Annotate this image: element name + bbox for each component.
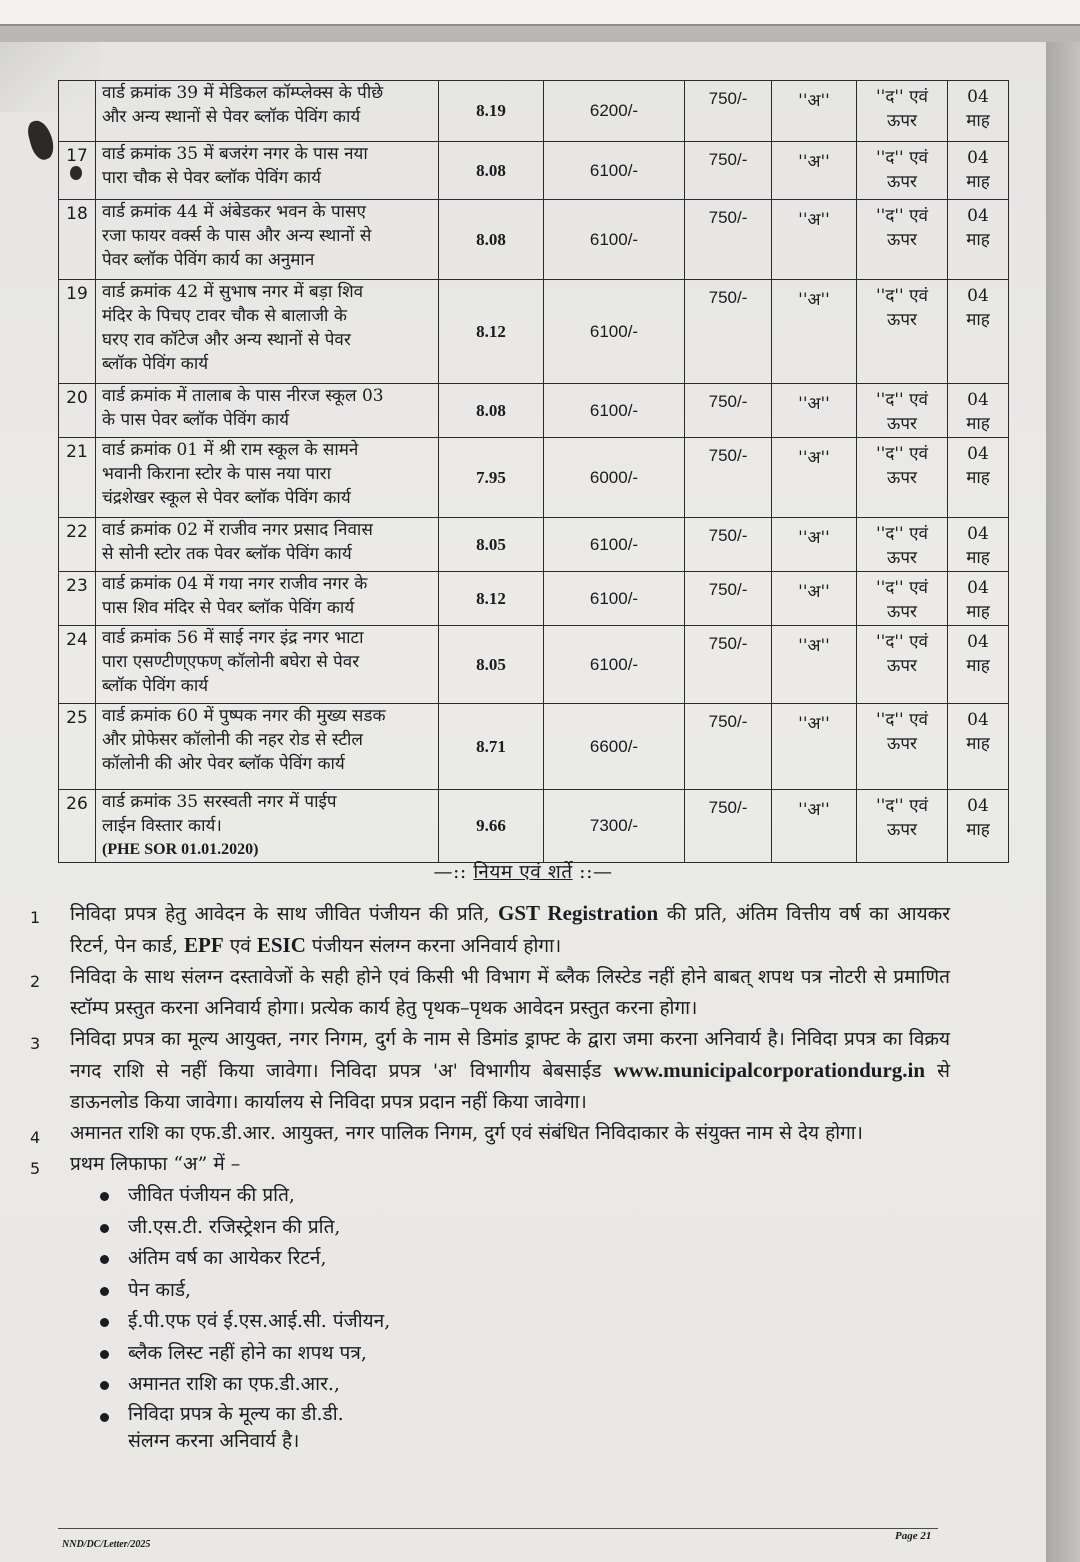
serial-number-cell: 25 [59, 704, 96, 790]
cell-line: ''द'' एवं [876, 206, 928, 226]
checklist-item [92, 1243, 950, 1275]
top-band [0, 0, 1080, 24]
cell-line: ऊपर [887, 230, 917, 250]
checklist-text: ई.पी.एफ एवं ई.एस.आई.सी. पंजीयन, [128, 1310, 391, 1332]
form-fee-cell: 750/- [685, 200, 772, 280]
top-divider [0, 24, 1080, 26]
cell-line: ''द'' एवं [876, 444, 928, 464]
duration-cell [948, 142, 1009, 200]
table-row [59, 384, 1009, 438]
duration-cell [948, 626, 1009, 704]
earnest-money-cell: 6100/- [544, 142, 685, 200]
contractor-class-cell [857, 518, 948, 572]
table-row [59, 572, 1009, 626]
cell-line: ऊपर [887, 172, 917, 192]
esic-text: ESIC [256, 933, 306, 957]
checklist-text: अमानत राशि का एफ.डी.आर., [128, 1373, 340, 1395]
table-row [59, 200, 1009, 280]
form-fee-cell: 750/- [685, 81, 772, 142]
cell-line: ''द'' एवं [876, 524, 928, 544]
estimated-amount-cell: 8.08 [439, 200, 544, 280]
form-category-cell: ''अ'' [772, 518, 857, 572]
cell-line: 04 [967, 710, 989, 730]
contractor-class-cell [857, 438, 948, 518]
cell-line: ऊपर [887, 602, 917, 622]
cell-line: माह [966, 230, 990, 250]
table-row [59, 790, 1009, 863]
table-row [59, 81, 1009, 142]
contractor-class-cell [857, 704, 948, 790]
cell-line: माह [966, 414, 990, 434]
table-row [59, 704, 1009, 790]
term-text: एवं [223, 935, 257, 957]
table-row [59, 280, 1009, 384]
cell-line: ऊपर [887, 548, 917, 568]
serial-number-cell: 18 [59, 200, 96, 280]
duration-cell [948, 790, 1009, 863]
form-fee-cell: 750/- [685, 280, 772, 384]
term-number: 5 [30, 1159, 41, 1178]
cell-line: 04 [967, 578, 989, 598]
cell-line: ऊपर [887, 468, 917, 488]
cell-line: पारा चौक से पेवर ब्लॉक पेविंग कार्य [102, 168, 321, 188]
footer-divider [58, 1528, 938, 1529]
form-category-cell: ''अ'' [772, 142, 857, 200]
duration-cell [948, 518, 1009, 572]
earnest-money-cell: 6600/- [544, 704, 685, 790]
work-description-cell [96, 704, 439, 790]
checklist-item [92, 1212, 950, 1244]
cell-line: पेवर ब्लॉक पेविंग कार्य का अनुमान [102, 250, 315, 270]
table-row [59, 626, 1009, 704]
form-category-cell: ''अ'' [772, 280, 857, 384]
earnest-money-cell: 6100/- [544, 384, 685, 438]
cell-line: 04 [967, 390, 989, 410]
term-item-2 [30, 962, 950, 1024]
term-item-1 [30, 898, 950, 962]
cell-line: ''द'' एवं [876, 286, 928, 306]
work-description-cell [96, 384, 439, 438]
form-fee-cell: 750/- [685, 626, 772, 704]
cell-line: ऊपर [887, 111, 917, 131]
term-item-4 [30, 1118, 950, 1149]
form-fee-cell: 750/- [685, 384, 772, 438]
form-fee-cell: 750/- [685, 142, 772, 200]
term-number: 3 [30, 1034, 41, 1053]
page-number: Page 21 [895, 1530, 932, 1542]
term-text: की प्रति, अंतिम वित्तीय वर्ष का आयकर रिटर्न, पेन कार्ड, [70, 903, 950, 957]
serial-number-cell [59, 81, 96, 142]
cell-line: ब्लॉक पेविंग कार्य [102, 354, 209, 374]
cell-line: ''द'' एवं [876, 796, 928, 816]
form-fee-cell: 750/- [685, 790, 772, 863]
cell-line: से सोनी स्टोर तक पेवर ब्लॉक पेविंग कार्य [102, 544, 352, 564]
term-item-3 [30, 1024, 950, 1118]
term-number: 1 [30, 908, 41, 927]
contractor-class-cell [857, 790, 948, 863]
work-description-cell [96, 438, 439, 518]
term-number: 4 [30, 1128, 41, 1147]
cell-line: 04 [967, 524, 989, 544]
terms-title-suffix: ::— [572, 861, 613, 883]
term-text: निविदा प्रपत्र हेतु आवेदन के साथ जीवित पंजीयन की प्रति, [70, 903, 499, 925]
estimated-amount-cell: 8.12 [439, 280, 544, 384]
cell-line: ब्लॉक पेविंग कार्य [102, 676, 209, 696]
work-description-cell [96, 142, 439, 200]
page-edge-shadow [1046, 42, 1080, 1562]
cell-line: कॉलोनी की ओर पेवर ब्लॉक पेविंग कार्य [102, 754, 345, 774]
checklist-text: ब्लैक लिस्ट नहीं होने का शपथ पत्र, [128, 1341, 367, 1364]
term-text: अमानत राशि का एफ.डी.आर. आयुक्त, नगर पालिक निगम, दुर्ग एवं संबंधित निविदाकार के संयुक्त नाम से देय होगा। [70, 1122, 863, 1144]
bullet-icon [100, 1224, 109, 1233]
cell-line: ''द'' एवं [876, 578, 928, 598]
cell-line: माह [966, 820, 990, 840]
bullet-icon [100, 1255, 109, 1264]
term-text: पंजीयन संलग्न करना अनिवार्य होगा। [305, 935, 562, 957]
cell-line: ''द'' एवं [876, 87, 928, 107]
table-row [59, 438, 1009, 518]
epf-text: EPF [184, 933, 224, 957]
serial-number-cell: 22 [59, 518, 96, 572]
contractor-class-cell [857, 384, 948, 438]
checklist-text: अंतिम वर्ष का आयेकर रिटर्न, [128, 1247, 327, 1269]
serial-number-cell: 20 [59, 384, 96, 438]
form-fee-cell: 750/- [685, 704, 772, 790]
earnest-money-cell: 6100/- [544, 200, 685, 280]
form-category-cell: ''अ'' [772, 384, 857, 438]
estimated-amount-cell: 9.66 [439, 790, 544, 863]
work-description-cell [96, 280, 439, 384]
contractor-class-cell [857, 200, 948, 280]
contractor-class-cell [857, 572, 948, 626]
cell-line: वार्ड क्रमांक 42 में सुभाष नगर में बड़ा शिव [102, 282, 364, 302]
checklist-item [92, 1401, 950, 1455]
cell-line: और अन्य स्थानों से पेवर ब्लॉक पेविंग कार्य [102, 107, 361, 127]
terms-list [30, 898, 950, 1455]
sor-reference: (PHE SOR 01.01.2020) [102, 841, 259, 858]
cell-line: माह [966, 310, 990, 330]
cell-line: ऊपर [887, 656, 917, 676]
punch-hole-small [70, 166, 82, 180]
cell-line: माह [966, 656, 990, 676]
checklist-text-continued: संलग्न करना अनिवार्य है। [128, 1429, 300, 1452]
work-description-cell [96, 200, 439, 280]
form-fee-cell: 750/- [685, 438, 772, 518]
cell-line: वार्ड क्रमांक में तालाब के पास नीरज स्कूल 03 [102, 386, 384, 406]
cell-line: माह [966, 172, 990, 192]
earnest-money-cell: 6100/- [544, 518, 685, 572]
cell-line: वार्ड क्रमांक 56 में साई नगर इंद्र नगर भाटा [102, 628, 364, 648]
cell-line: पास शिव मंदिर से पेवर ब्लॉक पेविंग कार्य [102, 598, 355, 618]
term-text: निविदा प्रपत्र का मूल्य आयुक्त, नगर निगम, दुर्ग के नाम से डिमांड ड्राफ्ट के द्वारा जमा करना अनिवार्य है। निविदा प्रपत्र का विक्रय नगद राशि से नहीं किया जावेगा। निविदा प्रपत्र 'अ' विभागीय बेबसाईड [70, 1028, 950, 1082]
checklist-item [92, 1306, 950, 1338]
cell-line: वार्ड क्रमांक 60 में पुष्पक नगर की मुख्य सडक [102, 706, 386, 726]
term-text: से डाऊनलोड किया जावेगा। कार्यालय से निविदा प्रपत्र प्रदान नहीं किया जावेगा। [70, 1060, 950, 1113]
checklist-item [92, 1275, 950, 1307]
cell-line: ''द'' एवं [876, 390, 928, 410]
form-category-cell: ''अ'' [772, 626, 857, 704]
envelope-a-checklist [30, 1180, 950, 1455]
estimated-amount-cell: 8.71 [439, 704, 544, 790]
cell-line: वार्ड क्रमांक 44 में अंबेडकर भवन के पासए [102, 202, 366, 222]
duration-cell [948, 280, 1009, 384]
bullet-icon [100, 1287, 109, 1296]
form-category-cell: ''अ'' [772, 572, 857, 626]
cell-line: ऊपर [887, 310, 917, 330]
form-category-cell: ''अ'' [772, 81, 857, 142]
terms-title-prefix: —:: [433, 861, 474, 883]
duration-cell [948, 384, 1009, 438]
bullet-icon [100, 1350, 109, 1359]
cell-line: 04 [967, 87, 989, 107]
form-category-cell: ''अ'' [772, 790, 857, 863]
checklist-text: जी.एस.टी. रजिस्ट्रेशन की प्रति, [128, 1215, 341, 1238]
checklist-text: पेन कार्ड, [128, 1278, 192, 1301]
term-number: 2 [30, 972, 41, 991]
earnest-money-cell: 6200/- [544, 81, 685, 142]
work-description-cell [96, 790, 439, 863]
cell-line: 04 [967, 444, 989, 464]
estimated-amount-cell: 7.95 [439, 438, 544, 518]
cell-line: ऊपर [887, 734, 917, 754]
form-fee-cell: 750/- [685, 572, 772, 626]
checklist-item [92, 1369, 950, 1401]
cell-line: माह [966, 602, 990, 622]
bullet-icon [100, 1381, 109, 1390]
cell-line: माह [966, 734, 990, 754]
cell-line: घरए राव कॉटेज और अन्य स्थानों से पेवर [102, 330, 351, 350]
cell-line: 04 [967, 796, 989, 816]
cell-line: पारा एसण्टीण्एफण् कॉलोनी बघेरा से पेवर [102, 652, 360, 672]
contractor-class-cell [857, 280, 948, 384]
cell-line: मंदिर के पिचए टावर चौक से बालाजी के [102, 306, 347, 326]
serial-number-cell: 24 [59, 626, 96, 704]
earnest-money-cell: 6100/- [544, 280, 685, 384]
form-category-cell: ''अ'' [772, 200, 857, 280]
earnest-money-cell: 6000/- [544, 438, 685, 518]
cell-line: वार्ड क्रमांक 35 सरस्वती नगर में पाईप [102, 792, 337, 812]
cell-line: माह [966, 111, 990, 131]
cell-line: 04 [967, 286, 989, 306]
estimated-amount-cell: 8.19 [439, 81, 544, 142]
estimated-amount-cell: 8.08 [439, 142, 544, 200]
cell-line: माह [966, 468, 990, 488]
term-text: निविदा के साथ संलग्न दस्तावेजों के सही होने एवं किसी भी विभाग में ब्लैक लिस्टेड नहीं होने बाबत् शपथ पत्र नोटरी से प्रमाणित स्टॉम्प प्रस्तुत करना अनिवार्य होगा। प्रत्येक कार्य हेतु पृथक–पृथक आवेदन प्रस्तुत करना होगा। [70, 966, 950, 1019]
cell-line: ''द'' एवं [876, 710, 928, 730]
gst-registration-text: GST Registration [498, 901, 659, 925]
duration-cell [948, 81, 1009, 142]
work-description-cell [96, 626, 439, 704]
contractor-class-cell [857, 142, 948, 200]
checklist-text: जीवित पंजीयन की प्रति, [128, 1184, 295, 1206]
cell-line: भवानी किराना स्टोर के पास नया पारा [102, 464, 331, 484]
estimated-amount-cell: 8.08 [439, 384, 544, 438]
bullet-icon [100, 1318, 109, 1327]
checklist-item [92, 1338, 950, 1370]
estimated-amount-cell: 8.12 [439, 572, 544, 626]
cell-line: वार्ड क्रमांक 04 में गया नगर राजीव नगर के [102, 574, 368, 594]
checklist-text: निविदा प्रपत्र के मूल्य का डी.डी. [128, 1402, 344, 1425]
contractor-class-cell [857, 81, 948, 142]
cell-line: रजा फायर वर्क्स के पास और अन्य स्थानों से [102, 226, 372, 246]
duration-cell [948, 704, 1009, 790]
website-link[interactable]: www.municipalcorporationdurg.in [613, 1058, 926, 1082]
work-description-cell [96, 518, 439, 572]
duration-cell [948, 438, 1009, 518]
cell-line: वार्ड क्रमांक 35 में बजरंग नगर के पास नया [102, 144, 368, 164]
serial-number-cell: 19 [59, 280, 96, 384]
cell-line: माह [966, 548, 990, 568]
checklist-item [92, 1180, 950, 1212]
earnest-money-cell: 6100/- [544, 626, 685, 704]
cell-line: वार्ड क्रमांक 39 में मेडिकल कॉम्प्लेक्स के पीछे [102, 83, 384, 103]
letter-reference: NND/DC/Letter/2025 [62, 1539, 151, 1550]
work-description-cell [96, 81, 439, 142]
term-item-5 [30, 1149, 950, 1180]
cell-line: 04 [967, 632, 989, 652]
earnest-money-cell: 6100/- [544, 572, 685, 626]
cell-line: ''द'' एवं [876, 148, 928, 168]
cell-line: ''द'' एवं [876, 632, 928, 652]
form-fee-cell: 750/- [685, 518, 772, 572]
cell-line: वार्ड क्रमांक 02 में राजीव नगर प्रसाद निवास [102, 520, 373, 540]
cell-line: वार्ड क्रमांक 01 में श्री राम स्कूल के सामने [102, 440, 359, 460]
estimated-amount-cell: 8.05 [439, 518, 544, 572]
cell-line: 04 [967, 206, 989, 226]
cell-line: और प्रोफेसर कॉलोनी की नहर रोड से स्टील [102, 730, 363, 750]
cell-line: लाईन विस्तार कार्य। [102, 816, 222, 836]
form-category-cell: ''अ'' [772, 438, 857, 518]
works-table-body [59, 81, 1009, 863]
works-table [58, 80, 1009, 863]
bullet-icon [100, 1413, 109, 1422]
table-row [59, 142, 1009, 200]
contractor-class-cell [857, 626, 948, 704]
bullet-icon [100, 1192, 109, 1201]
form-category-cell: ''अ'' [772, 704, 857, 790]
work-description-cell [96, 572, 439, 626]
duration-cell [948, 200, 1009, 280]
table-row [59, 518, 1009, 572]
serial-number-cell: 23 [59, 572, 96, 626]
cell-line: ऊपर [887, 414, 917, 434]
cell-line: 04 [967, 148, 989, 168]
terms-title-text: नियम एवं शर्ते [473, 861, 573, 883]
terms-title [0, 858, 1046, 884]
serial-number-cell: 17 [59, 142, 96, 200]
serial-number-cell: 21 [59, 438, 96, 518]
serial-number-cell: 26 [59, 790, 96, 863]
cell-line: के पास पेवर ब्लॉक पेविंग कार्य [102, 410, 289, 430]
cell-line: ऊपर [887, 820, 917, 840]
term-text: प्रथम लिफाफा “अ” में – [70, 1153, 241, 1175]
estimated-amount-cell: 8.05 [439, 626, 544, 704]
duration-cell [948, 572, 1009, 626]
earnest-money-cell: 7300/- [544, 790, 685, 863]
cell-line: चंद्रशेखर स्कूल से पेवर ब्लॉक पेविंग कार्य [102, 488, 351, 508]
